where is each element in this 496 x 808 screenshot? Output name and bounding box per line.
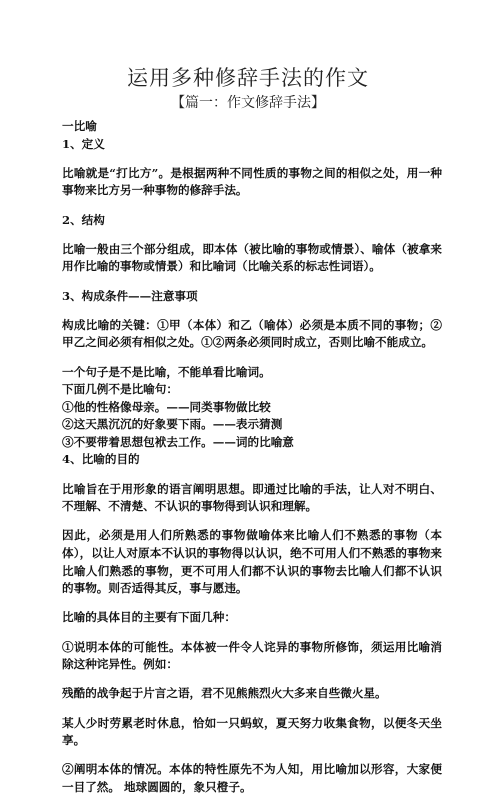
section-heading: 1、定义 — [62, 136, 105, 151]
example-item: 某人少时劳累老时休息，恰如一只蚂蚁，夏天努力收集食物，以便冬天坐享。 — [62, 715, 442, 748]
paragraph: 构成比喻的关键：①甲（本体）和乙（喻体）必须是本质不同的事物；②甲乙之间必须有相似之处。①②两条必须同时成立，否则比喻不能成立。 — [62, 317, 442, 350]
section-heading: 3、构成条件——注意事项 — [62, 288, 198, 303]
section-heading: 2、结构 — [62, 212, 105, 227]
paragraph: 下面几例不是比喻句： — [62, 382, 178, 397]
paragraph: ②阐明本体的情况。本体的特性原先不为人知，用比喻加以形容，大家便一目了然。 地球圆圆的，象只橙子。 — [62, 762, 442, 794]
document-title: 运用多种修辞手法的作文 — [127, 66, 369, 90]
example-item: ③不要带着思想包袱去工作。——词的比喻意 — [62, 434, 294, 449]
paragraph: 比喻旨在于用形象的语言阐明思想。即通过比喻的手法，让人对不明白、不理解、不清楚、不认识的事物得到认识和理解。 — [62, 481, 442, 514]
paragraph: 比喻一般由三个部分组成，即本体（被比喻的事物或情景）、喻体（被拿来用作比喻的事物或情景）和比喻词（比喻关系的标志性词语）。 — [62, 241, 442, 274]
document-body — [62, 118, 442, 808]
paragraph: ①说明本体的可能性。本体被一件令人诧异的事物所修饰，须运用比喻消除这种诧异性。例如： — [62, 639, 442, 672]
paragraph: 比喻就是“打比方”。是根据两种不同性质的事物之间的相似之处，用一种事物来比方另一种事物的修辞手法。 — [62, 165, 442, 198]
paragraph: 一个句子是不是比喻，不能单看比喻词。 — [62, 364, 271, 379]
paragraph: 比喻的具体目的主要有下面几种： — [62, 610, 236, 625]
section-heading: 4、比喻的目的 — [62, 452, 140, 467]
document-subtitle: 【篇一：作文修辞手法】 — [171, 95, 325, 111]
example-item: ②这天黑沉沉的好象要下雨。——表示猜测 — [62, 417, 283, 432]
section-heading: 一比喻 — [62, 119, 97, 133]
paragraph: 因此，必须是用人们所熟悉的事物做喻体来比喻人们不熟悉的事物（本体），以让人对原本不认识的事物得以认识，绝不可用人们不熟悉的事物来比喻人们熟悉的事物，更不可用人们都不认识的事物去比喻人们都不认识的事物。则否适得其反，事与愿违。 — [62, 528, 442, 596]
example-item: ①他的性格像母亲。——同类事物做比较 — [62, 399, 271, 414]
example-item: 残酷的战争起于片言之语，君不见熊熊烈火大多来自些微火星。 — [62, 686, 387, 701]
